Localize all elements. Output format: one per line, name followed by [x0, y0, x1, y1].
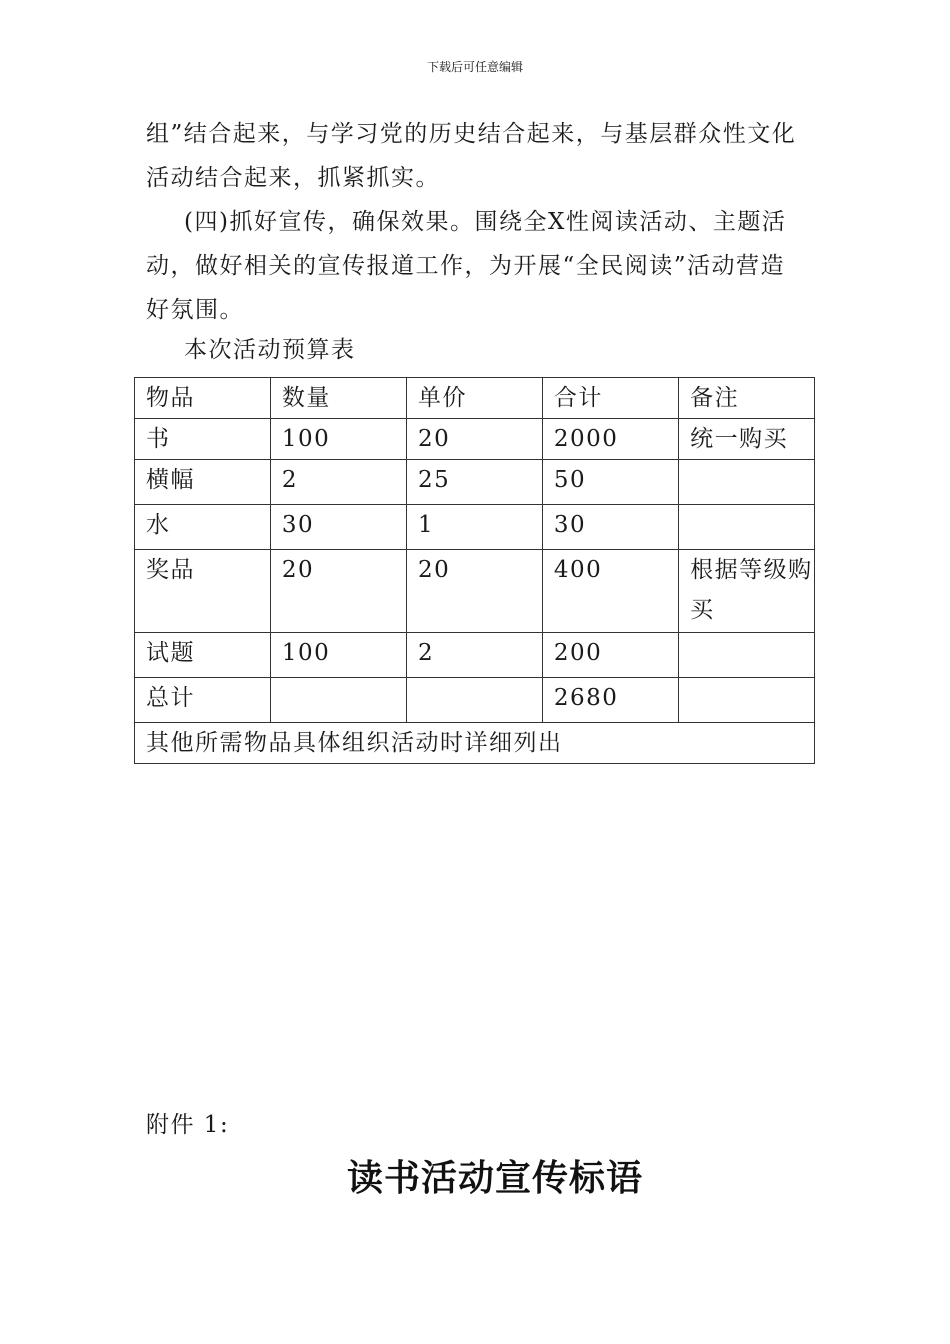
- table-cell: [679, 460, 815, 505]
- paragraph-1: 组”结合起来，与学习党的历史结合起来，与基层群众性文化活动结合起来，抓紧抓实。: [146, 121, 797, 191]
- header-cell-item: 物品: [135, 378, 271, 419]
- table-cell: 20: [270, 550, 406, 633]
- table-cell: 2: [270, 460, 406, 505]
- table-footer-note: 其他所需物品具体组织活动时详细列出: [135, 723, 815, 764]
- header-cell-total: 合计: [542, 378, 678, 419]
- header-cell-quantity: 数量: [270, 378, 406, 419]
- table-cell: 25: [406, 460, 542, 505]
- attachment-label: 附件 1:: [146, 1112, 230, 1138]
- header-cell-unit-price: 单价: [406, 378, 542, 419]
- table-cell: 20: [406, 550, 542, 633]
- table-cell: 书: [135, 419, 271, 460]
- table-cell: 2: [406, 633, 542, 678]
- table-row: [135, 419, 815, 460]
- table-row: [135, 550, 815, 633]
- table-cell: 400: [542, 550, 678, 633]
- table-footer-row: [135, 723, 815, 764]
- table-header-row: [135, 378, 815, 419]
- table-cell: 奖品: [135, 550, 271, 633]
- table-cell: 30: [270, 505, 406, 550]
- table-cell: [679, 678, 815, 723]
- table-cell: [679, 505, 815, 550]
- budget-table: [134, 377, 815, 764]
- table-cell: 2680: [542, 678, 678, 723]
- table-cell: 总计: [135, 678, 271, 723]
- table-row-total: [135, 678, 815, 723]
- table-cell: 1: [406, 505, 542, 550]
- table-cell: [679, 633, 815, 678]
- table-cell: 统一购买: [679, 419, 815, 460]
- page-header-note: 下载后可任意编辑: [426, 60, 523, 74]
- table-cell: 水: [135, 505, 271, 550]
- table-cell: 根据等级购买: [679, 550, 815, 633]
- header-cell-remark: 备注: [679, 378, 815, 419]
- table-cell: 2000: [542, 419, 678, 460]
- table-cell: 20: [406, 419, 542, 460]
- paragraph-2: (四)抓好宣传，确保效果。围绕全X性阅读活动、主题活动，做好相关的宣传报道工作，为开展“全民阅读”活动营造好氛围。: [146, 209, 787, 323]
- attachment-title: 读书活动宣传标语: [346, 1158, 643, 1199]
- table-cell: 试题: [135, 633, 271, 678]
- table-cell: [270, 678, 406, 723]
- table-cell: [406, 678, 542, 723]
- table-cell: 横幅: [135, 460, 271, 505]
- table-cell: 50: [542, 460, 678, 505]
- table-row: [135, 633, 815, 678]
- table-cell: 100: [270, 633, 406, 678]
- table-cell: 200: [542, 633, 678, 678]
- table-cell: 100: [270, 419, 406, 460]
- table-row: [135, 460, 815, 505]
- budget-table-caption: 本次活动预算表: [184, 337, 356, 363]
- table-row: [135, 505, 815, 550]
- table-cell: 30: [542, 505, 678, 550]
